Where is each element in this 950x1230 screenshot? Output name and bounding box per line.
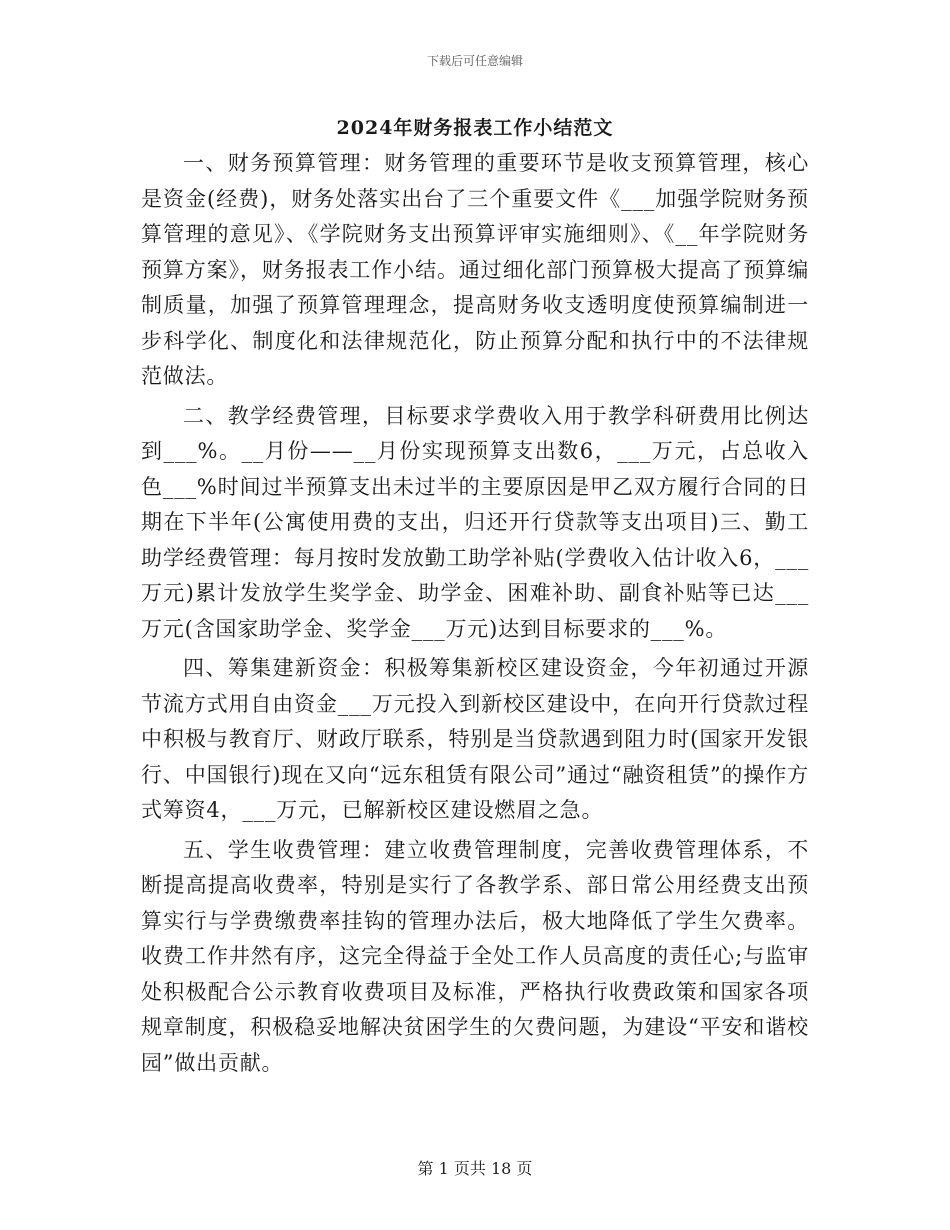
- page-number: 第 1 页共 18 页: [417, 1159, 533, 1178]
- paragraph-budget-management: 一、财务预算管理：财务管理的重要环节是收支预算管理，核心是资金(经费)，财务处落实出台了三个重要文件《___加强学院财务预算管理的意见》、《学院财务支出预算评审实施细则》、《__年学院财务预算方案》，财务报表工作小结。通过细化部门预算极大提高了预算编制质量，加强了预算管理理念，提高财务收支透明度使预算编制进一步科学化、制度化和法律规范化，防止预算分配和执行中的不法律规范做法。: [141, 151, 809, 388]
- document-body: [141, 146, 809, 1081]
- paragraph-student-fees: 五、学生收费管理：建立收费管理制度，完善收费管理体系，不断提高提高收费率，特别是实行了各教学系、部日常公用经费支出预算实行与学费缴费率挂钩的管理办法后，极大地降低了学生欠费率。收费工作井然有序，这完全得益于全处工作人员高度的责任心;与监审处积极配合公示教育收费项目及标准，严格执行收费政策和国家各项规章制度，积极稳妥地解决贫困学生的欠费问题，为建设“平安和谐校园”做出贡献。: [141, 837, 809, 1075]
- document-title: 2024年财务报表工作小结范文: [336, 117, 614, 139]
- paragraph-fundraising: 四、筹集建新资金：积极筹集新校区建设资金，今年初通过开源节流方式用自由资金___万元投入到新校区建设中，在向开行贷款过程中积极与教育厅、财政厅联系，特别是当贷款遇到阻力时(国家开发银行、中国银行)现在又向“远东租赁有限公司”通过“融资租赁”的操作方式筹资4，___万元，已解新校区建设燃眉之急。: [141, 656, 809, 822]
- page-header-note: 下载后可任意编辑: [426, 54, 523, 68]
- paragraph-teaching-funds: 二、教学经费管理，目标要求学费收入用于教学科研费用比例达到___%。__月份——__月份实现预算支出数6，___万元，占总收入色___%时间过半预算支出未过半的主要原因是甲乙双方履行合同的日期在下半年(公寓使用费的支出，归还开行贷款等支出项目)三、勤工助学经费管理：每月按时发放勤工助学补贴(学费收入估计收入6，___万元)累计发放学生奖学金、助学金、困难补助、副食补贴等已达___万元(含国家助学金、奖学金___万元)达到目标要求的___%。: [141, 403, 809, 641]
